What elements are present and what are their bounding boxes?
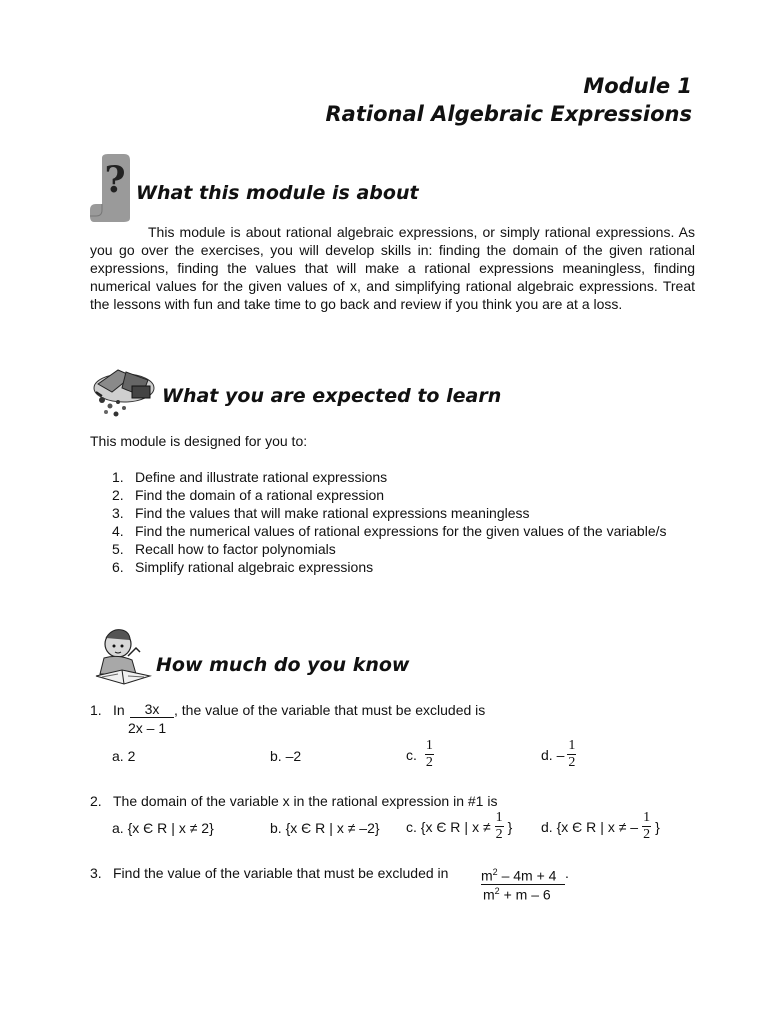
fraction-denominator: 2 <box>425 755 433 770</box>
list-text: Find the values that will make rational expressions meaningless <box>135 505 530 521</box>
list-text: Find the domain of a rational expression <box>135 487 385 503</box>
choice-condition: x ≠ – <box>607 818 639 835</box>
list-text: Define and illustrate rational expressions <box>135 469 388 485</box>
section-heading-learn: What you are expected to learn <box>162 385 502 407</box>
question-3-period: . <box>565 865 569 881</box>
list-item <box>112 540 672 558</box>
fraction-denominator: 2 <box>643 827 651 842</box>
denominator-base: m <box>483 886 495 903</box>
choice-close: } <box>507 818 513 835</box>
numerator-rest: – 4m + 4 <box>497 867 557 884</box>
fraction-denominator: 2 <box>568 755 576 770</box>
q1-choice-c <box>406 738 434 771</box>
denominator-rest: + m – 6 <box>499 886 551 903</box>
question-mark-icon <box>88 152 138 224</box>
list-item <box>112 522 672 540</box>
q1-choice-a: a. 2 <box>112 748 136 764</box>
q2-choice-a <box>112 819 214 837</box>
list-number: 6. <box>112 559 124 575</box>
question-2-number: 2. <box>90 793 102 809</box>
choice-label: c. <box>406 746 417 763</box>
choice-text: b. {x Є R <box>270 820 326 836</box>
q1-choice-d <box>541 738 576 771</box>
bar: | <box>329 820 333 836</box>
objectives-list <box>112 468 672 576</box>
fraction-numerator: 1 <box>568 738 576 753</box>
module-title: Rational Algebraic Expressions <box>325 102 692 126</box>
section-heading-know: How much do you know <box>156 654 410 676</box>
fraction-numerator: 1 <box>495 810 503 825</box>
list-item <box>112 504 672 522</box>
fraction-numerator: 1 <box>643 810 651 825</box>
choice-text: c. {x Є R <box>406 818 461 835</box>
list-number: 1. <box>112 469 124 485</box>
q2-choice-d <box>541 810 660 843</box>
q2-choice-c <box>406 810 512 843</box>
student-reading-icon <box>92 626 154 688</box>
denominator-exponent: 2 <box>494 886 500 896</box>
q2-choice-b <box>270 819 380 837</box>
question-1-numerator: 3x <box>130 701 174 718</box>
list-item <box>112 558 672 576</box>
list-text: Recall how to factor polynomials <box>135 541 336 557</box>
question-1-denominator: 2x – 1 <box>128 720 167 736</box>
fraction <box>425 738 434 771</box>
bar: | <box>171 820 175 836</box>
list-text: Find the numerical values of rational expressions for the given values of the variable/s <box>135 523 667 539</box>
fraction-denominator: 2 <box>495 827 503 842</box>
fraction-numerator: 1 <box>425 738 433 753</box>
svg-text:?: ? <box>104 159 126 201</box>
section-heading-about: What this module is about <box>136 182 419 204</box>
fraction <box>642 810 651 843</box>
list-number: 5. <box>112 541 124 557</box>
choice-text: d. {x Є R <box>541 818 597 835</box>
question-1-number: 1. <box>90 702 102 718</box>
fraction <box>567 738 576 771</box>
list-text: Simplify rational algebraic expressions <box>135 559 374 575</box>
question-1-suffix: , the value of the variable that must be excluded is <box>174 702 486 718</box>
question-3-text: Find the value of the variable that must be excluded in <box>113 865 449 881</box>
numerator-exponent: 2 <box>492 867 498 877</box>
tools-icon <box>88 362 160 422</box>
list-number: 4. <box>112 523 124 539</box>
learn-lead: This module is designed for you to: <box>90 433 308 449</box>
choice-close: } <box>655 818 660 835</box>
question-2-text: The domain of the variable x in the rational expression in #1 is <box>113 793 498 809</box>
question-3-number: 3. <box>90 865 102 881</box>
numerator-base: m <box>481 867 493 884</box>
fraction <box>495 810 504 843</box>
bar: | <box>600 818 604 835</box>
choice-condition: x ≠ 2} <box>178 820 214 836</box>
choice-condition: x ≠ –2} <box>336 820 380 836</box>
list-item <box>112 468 672 486</box>
list-item <box>112 486 672 504</box>
list-number: 3. <box>112 505 124 521</box>
question-1-prefix: In <box>113 702 125 718</box>
intro-paragraph: This module is about rational algebraic expressions, or simply rational expressions. As you go over the exercises, you will develop skills in: finding the domain of the given rational expressions, finding the values that will make a rational expressions meaningless, finding numerical values for the given values of x, and simplifying rational algebraic expressions. Treat the lessons with fun and take time to go back and review if you think you are at a loss. <box>90 224 695 312</box>
q1-choice-b: b. –2 <box>270 748 302 764</box>
list-number: 2. <box>112 487 124 503</box>
module-number: Module 1 <box>583 74 692 98</box>
bar: | <box>464 818 469 835</box>
question-3-denominator <box>483 882 551 904</box>
choice-text: a. {x Є R <box>112 820 168 836</box>
choice-label: d. – <box>541 746 565 763</box>
choice-condition: x ≠ <box>472 818 491 835</box>
